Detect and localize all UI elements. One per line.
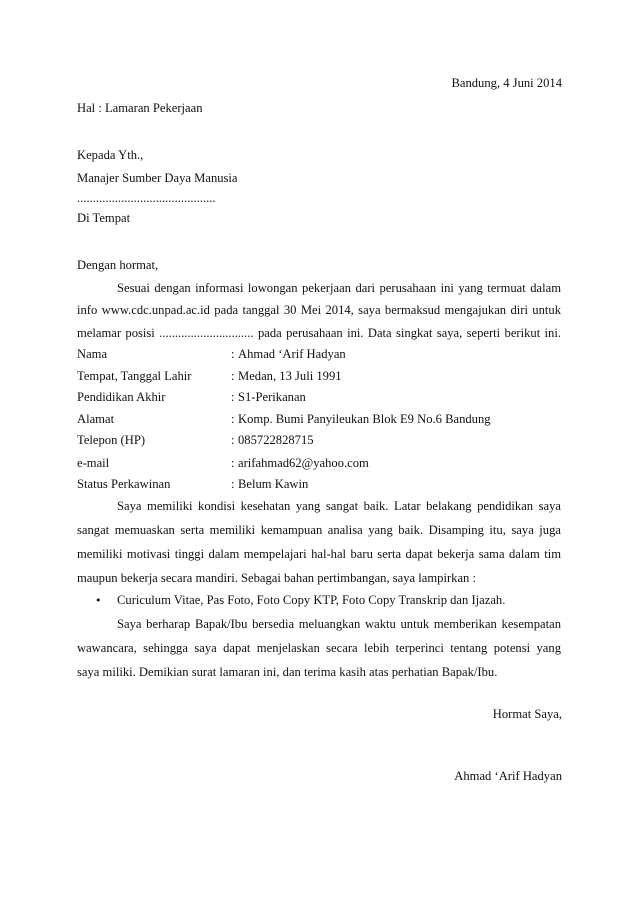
detail-value: Medan, 13 Juli 1991: [238, 369, 342, 383]
intro-line-1: Sesuai dengan informasi lowongan pekerjaan dari perusahaan ini yang termuat dalam: [117, 281, 561, 295]
detail-label: Alamat: [77, 412, 115, 426]
subject-line: Hal : Lamaran Pekerjaan: [77, 101, 203, 115]
recipient-position: Manajer Sumber Daya Manusia: [77, 171, 238, 185]
detail-separator: :: [231, 456, 235, 470]
detail-separator: :: [231, 390, 235, 404]
detail-value: Belum Kawin: [238, 477, 309, 491]
intro-line-2: info www.cdc.unpad.ac.id pada tanggal 30 Mei 2014, saya bermaksud mengajukan diri untuk: [77, 303, 561, 317]
detail-value: 085722828715: [238, 433, 314, 447]
detail-value: arifahmad62@yahoo.com: [238, 456, 369, 470]
body-line-1: Saya memiliki kondisi kesehatan yang sangat baik. Latar belakang pendidikan saya: [117, 499, 561, 513]
intro-line-3: melamar posisi .............................. pada perusahaan ini. Data singkat saya, seperti berikut ini.: [77, 326, 561, 340]
detail-label: Nama: [77, 347, 108, 361]
closing-line-2: wawancara, sehingga saya dapat menjelaskan secara lebih terperinci tentang potensi yang: [77, 641, 561, 655]
recipient-salutation: Kepada Yth.,: [77, 148, 144, 162]
sign-off: Hormat Saya,: [492, 707, 562, 721]
recipient-location: Di Tempat: [77, 211, 131, 225]
detail-value: S1-Perikanan: [238, 390, 306, 404]
body-line-4: maupun bekerja secara mandiri. Sebagai bahan pertimbangan, saya lampirkan :: [77, 571, 476, 585]
attachment-item: Curiculum Vitae, Pas Foto, Foto Copy KTP, Foto Copy Transkrip dan Ijazah.: [117, 593, 506, 607]
detail-separator: :: [231, 347, 235, 361]
detail-value: Komp. Bumi Panyileukan Blok E9 No.6 Bandung: [238, 412, 491, 426]
body-line-2: sangat memuaskan serta memiliki kemampuan analisa yang baik. Disamping itu, saya juga: [77, 523, 561, 537]
detail-separator: :: [231, 412, 235, 426]
detail-separator: :: [231, 369, 235, 383]
detail-label: Telepon (HP): [77, 433, 146, 447]
detail-separator: :: [231, 477, 235, 491]
recipient-company: ............................................: [77, 191, 216, 205]
bullet-icon: •: [95, 594, 102, 607]
detail-label: e-mail: [77, 456, 110, 470]
detail-separator: :: [231, 433, 235, 447]
detail-value: Ahmad ‘Arif Hadyan: [238, 347, 346, 361]
detail-label: Pendidikan Akhir: [77, 390, 166, 404]
detail-label: Tempat, Tanggal Lahir: [77, 369, 192, 383]
closing-line-1: Saya berharap Bapak/Ibu bersedia meluangkan waktu untuk memberikan kesempatan: [117, 617, 561, 631]
detail-label: Status Perkawinan: [77, 477, 171, 491]
closing-line-3: saya miliki. Demikian surat lamaran ini, dan terima kasih atas perhatian Bapak/Ibu.: [77, 665, 498, 679]
greeting: Dengan hormat,: [77, 258, 159, 272]
place-date: Bandung, 4 Juni 2014: [451, 76, 562, 90]
signer-name: Ahmad ‘Arif Hadyan: [454, 769, 562, 783]
body-line-3: memiliki motivasi tinggi dalam mempelajari hal-hal baru serta dapat bekerja sama dalam tim: [77, 547, 561, 561]
